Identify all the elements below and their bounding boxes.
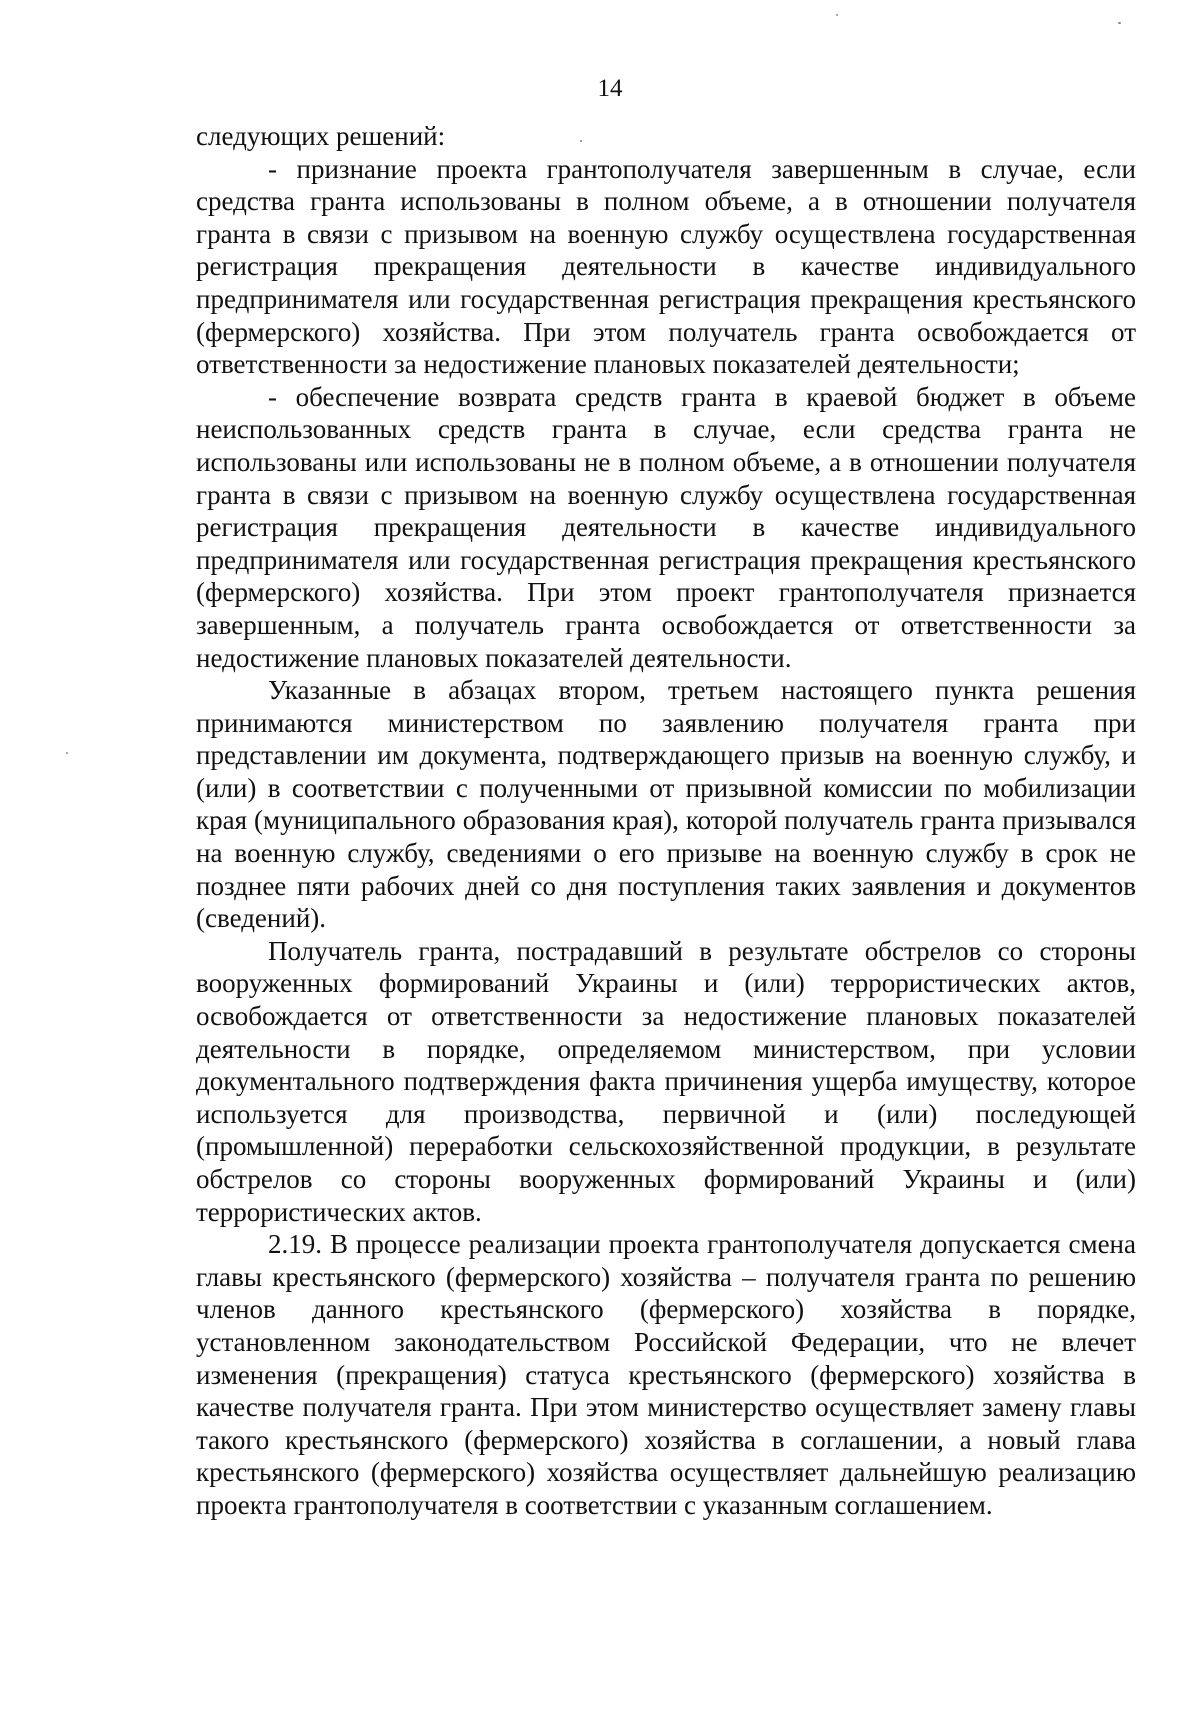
- scan-speck: [66, 752, 68, 754]
- scan-speck: [1118, 22, 1121, 24]
- paragraph-2-19: 2.19. В процессе реализации проекта грантополучателя допускается смена главы крестьянского (фермерского) хозяйства – получателя гранта по решению членов данного крестьянского (фермерского) хозяйства в порядке, установленном законодательством Российской Федерации, что не влечет изменения (прекращения) статуса крестьянского (фермерского) хозяйства в качестве получателя гранта. При этом министерство осуществляет замену главы такого крестьянского (фермерского) хозяйства в соглашении, а новый глава крестьянского (фермерского) хозяйства осуществляет дальнейшую реализацию проекта грантополучателя в соответствии с указанным соглашением.: [196, 1229, 1136, 1520]
- page-number: 14: [597, 75, 623, 102]
- paragraph-shelling-exemption: Получатель гранта, пострадавший в результате обстрелов со стороны вооруженных формирований Украины и (или) террористических актов, освобождается от ответственности за недостижение плановых показателей деятельности в порядке, определяемом министерством, при условии документального подтверждения факта причинения ущерба имуществу, которое используется для производства, первичной и (или) последующей (промышленной) переработки сельскохозяйственной продукции, в результате обстрелов со стороны вооруженных формирований Украины и (или) террористических актов.: [196, 935, 1136, 1227]
- paragraph-decisions: Указанные в абзацах втором, третьем настоящего пункта решения принимаются министерством по заявлению получателя гранта при представлении им документа, подтверждающего призыв на военную службу, и (или) в соответствии с полученными от призывной комиссии по мобилизации края (муниципального образования края), которой получатель гранта призывался на военную службу, сведениями о его призыве на военную службу в срок не позднее пяти рабочих дней со дня поступления таких заявления и документов (сведений).: [196, 675, 1136, 934]
- scan-speck: [580, 140, 582, 142]
- paragraph-project-completed: - признание проекта грантополучателя завершенным в случае, если средства гранта использованы в полном объеме, а в отношении получателя гранта в связи с призывом на военную службу осуществлена государственная регистрация прекращения деятельности в качестве индивидуального предпринимателя или государственная регистрация прекращения крестьянского (фермерского) хозяйства. При этом получатель гранта освобождается от ответственности за недостижение плановых показателей деятельности;: [196, 153, 1136, 380]
- paragraph-continuation: следующих решений:: [196, 121, 446, 151]
- scan-speck: [836, 14, 838, 16]
- paragraph-grant-return: - обеспечение возврата средств гранта в краевой бюджет в объеме неиспользованных средств гранта в случае, если средства гранта не использованы или использованы не в полном объеме, а в отношении получателя гранта в связи с призывом на военную службу осуществлена государственная регистрация прекращения деятельности в качестве индивидуального предпринимателя или государственная регистрация прекращения крестьянского (фермерского) хозяйства. При этом проект грантополучателя признается завершенным, а получатель гранта освобождается от ответственности за недостижение плановых показателей деятельности.: [196, 381, 1136, 673]
- document-body: [196, 120, 1136, 1522]
